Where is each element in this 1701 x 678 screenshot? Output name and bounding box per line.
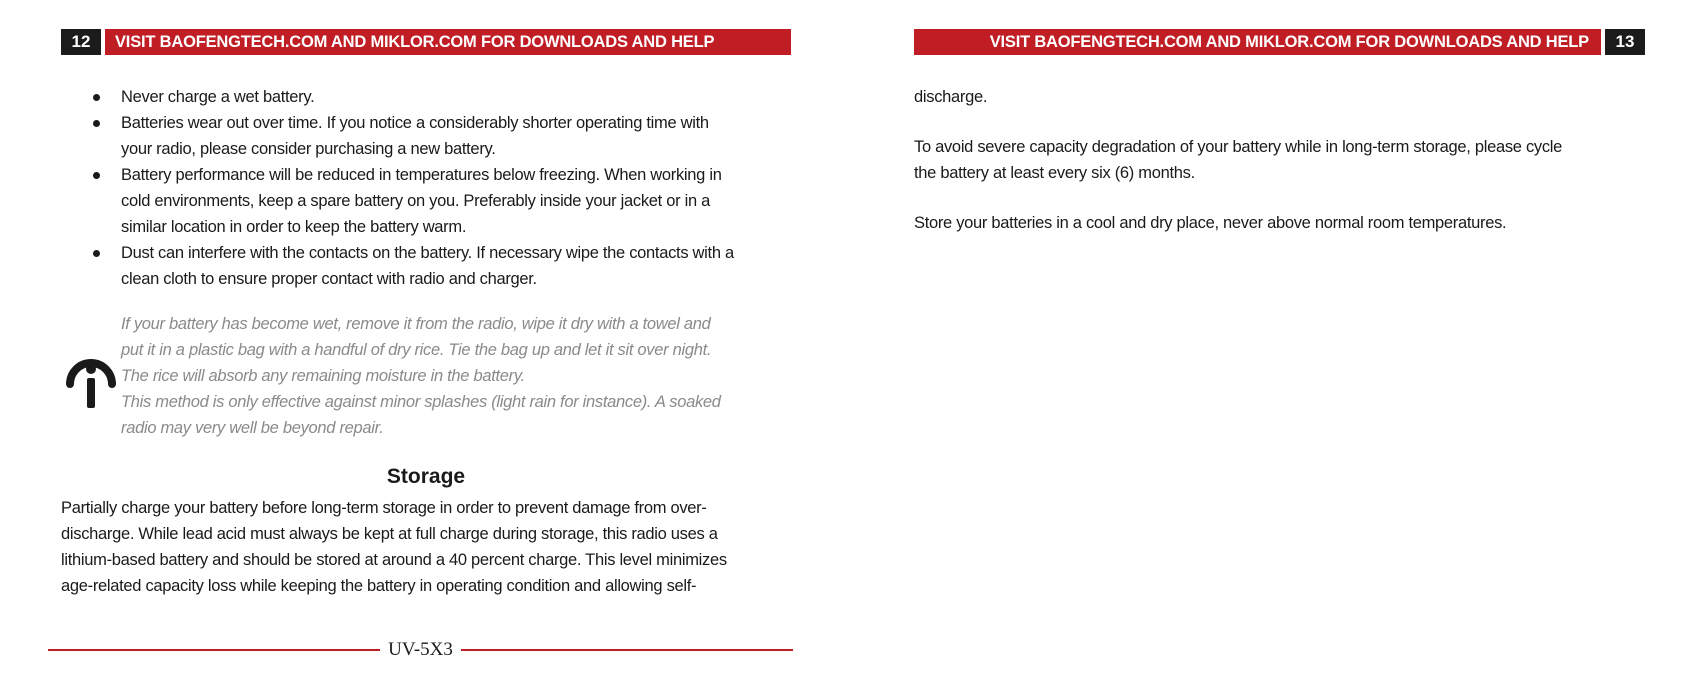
section-title: Storage [386, 465, 466, 488]
paragraph-line: discharge. [914, 88, 988, 106]
paragraph-line: the battery at least every six (6) months. [914, 164, 1195, 182]
list-item-line: clean cloth to ensure proper contact with radio and charger. [121, 270, 537, 288]
wet-battery-note [121, 311, 801, 441]
list-item [91, 162, 791, 240]
list-item-line: cold environments, keep a spare battery on you. Preferably inside your jacket or in a [121, 192, 710, 210]
right-page [850, 0, 1701, 678]
list-item-line: Battery performance will be reduced in temperatures below freezing. When working in [121, 166, 722, 184]
paragraph [914, 134, 1674, 186]
list-item [91, 84, 791, 110]
paragraph-line: Partially charge your battery before long-term storage in order to prevent damage from over- [61, 499, 707, 517]
paragraph-line: To avoid severe capacity degradation of your battery while in long-term storage, please cycle [914, 138, 1563, 156]
paragraph [914, 210, 1674, 236]
list-item-line: Batteries wear out over time. If you notice a considerably shorter operating time with [121, 114, 709, 132]
list-item [91, 110, 791, 162]
footer-rule-left [48, 649, 380, 651]
header-banner: VISIT BAOFENGTECH.COM AND MIKLOR.COM FOR DOWNLOADS AND HELP [914, 29, 1601, 55]
paragraph-line: lithium-based battery and should be stored at around a 40 percent charge. This level minimizes [61, 551, 727, 569]
list-item-line: Never charge a wet battery. [121, 88, 315, 106]
paragraph-line: Store your batteries in a cool and dry place, never above normal room temperatures. [914, 214, 1507, 232]
note-line: If your battery has become wet, remove it from the radio, wipe it dry with a towel and [121, 315, 711, 333]
list-item-line: your radio, please consider purchasing a new battery. [121, 140, 496, 158]
paragraph-line: discharge. While lead acid must always be kept at full charge during storage, this radio uses a [61, 525, 718, 543]
left-page-header [61, 29, 791, 55]
list-item-line: Dust can interfere with the contacts on the battery. If necessary wipe the contacts with a [121, 244, 734, 262]
bullet-icon [93, 120, 100, 127]
paragraph [914, 84, 1674, 110]
right-page-body [914, 84, 1674, 260]
note-line: put it in a plastic bag with a handful of dry rice. Tie the bag up and let it sit over night. [121, 341, 712, 359]
header-banner: VISIT BAOFENGTECH.COM AND MIKLOR.COM FOR DOWNLOADS AND HELP [105, 29, 791, 55]
right-page-header [914, 29, 1645, 55]
battery-tips-list [91, 84, 791, 292]
list-item-line: similar location in order to keep the battery warm. [121, 218, 467, 236]
storage-paragraph [61, 495, 796, 599]
note-line: radio may very well be beyond repair. [121, 419, 384, 437]
bullet-icon [93, 94, 100, 101]
left-page [0, 0, 850, 678]
note-line: This method is only effective against minor splashes (light rain for instance). A soaked [121, 393, 721, 411]
note-line: The rice will absorb any remaining moisture in the battery. [121, 367, 525, 385]
footer-model: UV-5X3 [388, 639, 453, 660]
info-icon [64, 342, 118, 410]
page-footer [48, 638, 793, 662]
paragraph-line: age-related capacity loss while keeping the battery in operating condition and allowing self- [61, 577, 697, 595]
page-number: 13 [1605, 29, 1645, 55]
footer-rule-right [461, 649, 793, 651]
bullet-icon [93, 172, 100, 179]
list-item [91, 240, 791, 292]
bullet-icon [93, 250, 100, 257]
page-number: 12 [61, 29, 101, 55]
